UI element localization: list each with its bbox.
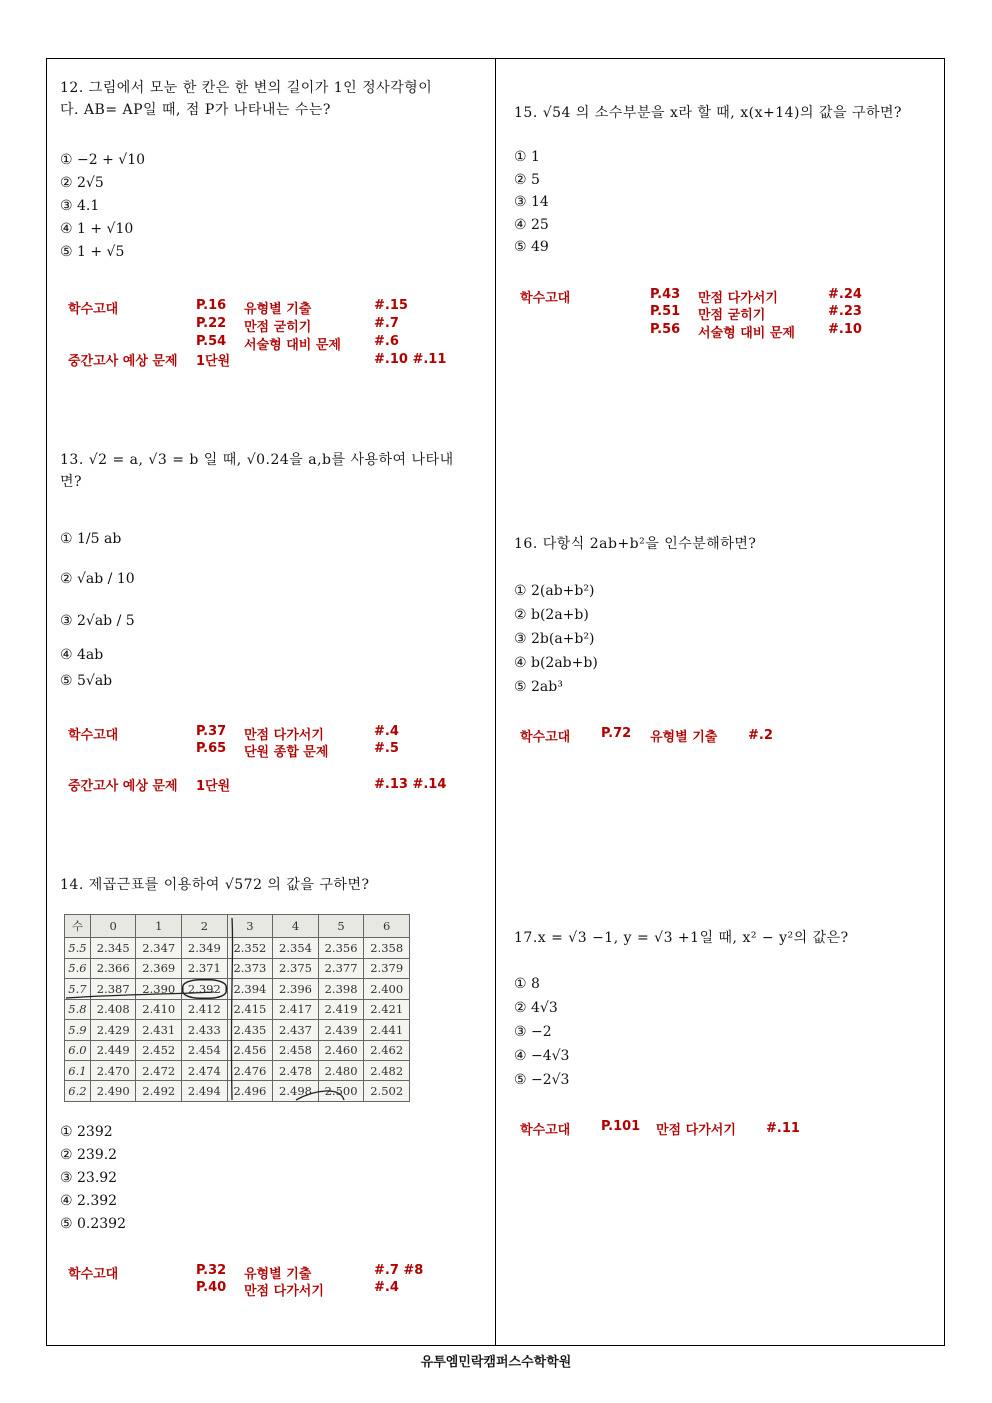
q12-ref-num-1: #.15 [374, 298, 408, 313]
table-cell: 2.472 [136, 1061, 182, 1081]
q15-ref-num-1: #.24 [828, 287, 862, 302]
q15-ref-num-2: #.23 [828, 304, 862, 319]
table-cell: 2.345 [90, 938, 136, 958]
table-cell: 2.470 [90, 1061, 136, 1081]
table-cell: 2.435 [227, 1020, 273, 1040]
table-cell: 2.400 [364, 979, 410, 999]
table-cell: 2.377 [318, 958, 364, 978]
q15-ref-num-3: #.10 [828, 322, 862, 337]
q16-option-4[interactable]: ④ b(2ab+b) [514, 655, 598, 671]
q15-option-2[interactable]: ② 5 [514, 171, 540, 188]
q12-option-1[interactable]: ① −2 + √10 [60, 152, 146, 168]
question-14-line1: 14. 제곱근표를 이용하여 √572 의 값을 구하면? [60, 877, 370, 893]
question-13 [60, 449, 492, 493]
q12-option-3[interactable]: ③ 4.1 [60, 198, 100, 214]
q15-option-1[interactable]: ① 1 [514, 149, 540, 165]
table-cell: 2.437 [273, 1020, 319, 1040]
question-17-options [514, 972, 569, 1092]
question-12 [60, 77, 492, 121]
q12-ref-title-2: 만점 굳히기 [244, 320, 312, 335]
q13-ref-page-2: P.65 [196, 741, 227, 756]
q16-option-2[interactable]: ② b(2a+b) [514, 607, 589, 623]
q14-option-2[interactable]: ② 239.2 [60, 1147, 118, 1163]
question-15-line1: 15. √54 의 소수부분을 x라 할 때, x(x+14)의 값을 구하면? [514, 105, 903, 121]
q16-option-3[interactable]: ③ 2b(a+b²) [514, 631, 595, 647]
question-16-options [514, 579, 598, 699]
academy-footer: 유투엠민락캠퍼스수학학원 [420, 1355, 572, 1370]
q16-option-5[interactable]: ⑤ 2ab³ [514, 679, 563, 695]
table-cell: 2.490 [90, 1081, 136, 1102]
q12-ref-num-3: #.6 [374, 334, 399, 349]
table-cell: 2.398 [318, 979, 364, 999]
question-16-line1: 16. 다항식 2ab+b²을 인수분해하면? [514, 536, 757, 552]
q13-ref-num-1: #.4 [374, 724, 399, 739]
q15-ref-title-2: 만점 굳히기 [698, 308, 766, 323]
q17-ref-title: 만점 다가서기 [656, 1123, 736, 1138]
q14-ref-num-2: #.4 [374, 1280, 399, 1295]
table-cell: 2.419 [318, 999, 364, 1019]
table-cell: 2.460 [318, 1040, 364, 1060]
table-cell: 2.454 [182, 1040, 228, 1060]
question-12-line1: 12. 그림에서 모눈 한 칸은 한 변의 길이가 1인 정사각형이 [60, 80, 433, 96]
q13-option-2[interactable]: ② √ab / 10 [60, 571, 135, 587]
q15-ref-book: 학수고대 [520, 291, 571, 306]
q15-option-5[interactable]: ⑤ 49 [514, 239, 549, 255]
question-14-options [60, 1121, 126, 1236]
table-cell: 2.452 [136, 1040, 182, 1060]
table-cell: 2.412 [182, 999, 228, 1019]
table-cell: 2.433 [182, 1020, 228, 1040]
table-cell: 2.415 [227, 999, 273, 1019]
question-17 [514, 927, 939, 949]
table-cell: 2.429 [90, 1020, 136, 1040]
table-cell: 5.7 [65, 979, 91, 999]
table-cell: 2.408 [90, 999, 136, 1019]
table-cell: 5.9 [65, 1020, 91, 1040]
table-cell: 2.431 [136, 1020, 182, 1040]
table-cell: 2.480 [318, 1061, 364, 1081]
table-cell: 2.492 [136, 1081, 182, 1102]
table-cell: 2.476 [227, 1061, 273, 1081]
table-cell: 2.379 [364, 958, 410, 978]
table-cell: 2.441 [364, 1020, 410, 1040]
handwritten-marks [64, 914, 410, 1102]
question-13-options [60, 520, 135, 694]
q12-exam-nums: #.10 #.11 [374, 352, 447, 367]
q12-exam-unit: 1단원 [196, 354, 231, 369]
table-cell: 5.6 [65, 958, 91, 978]
table-cell: 5.5 [65, 938, 91, 958]
q14-option-1[interactable]: ① 2392 [60, 1124, 113, 1140]
table-cell: 2.394 [227, 979, 273, 999]
table-cell: 2.356 [318, 938, 364, 958]
table-cell: 2.396 [273, 979, 319, 999]
q15-ref-title-3: 서술형 대비 문제 [698, 326, 795, 341]
q14-ref-title-1: 유형별 기출 [244, 1267, 312, 1282]
table-cell-circled: 2.392 [182, 979, 228, 999]
table-cell: 6.1 [65, 1061, 91, 1081]
table-cell: 2.410 [136, 999, 182, 1019]
q13-exam-unit: 1단원 [196, 779, 231, 794]
table-header: 1 [136, 915, 182, 938]
table-cell: 2.482 [364, 1061, 410, 1081]
q14-option-5[interactable]: ⑤ 0.2392 [60, 1216, 126, 1232]
table-cell: 2.352 [227, 938, 273, 958]
q16-ref-book: 학수고대 [520, 730, 571, 745]
question-12-options [60, 149, 145, 264]
table-cell: 2.358 [364, 938, 410, 958]
q13-exam-nums: #.13 #.14 [374, 777, 447, 792]
table-header: 3 [227, 915, 273, 938]
table-header: 6 [364, 915, 410, 938]
q13-ref-page-1: P.37 [196, 724, 227, 739]
question-15-options [514, 146, 549, 259]
q15-option-4[interactable]: ④ 25 [514, 216, 549, 233]
q14-ref-book: 학수고대 [68, 1267, 119, 1282]
q17-ref-num: #.11 [766, 1121, 800, 1136]
q13-exam-label: 중간고사 예상 문제 [68, 779, 178, 794]
table-cell: 2.478 [273, 1061, 319, 1081]
q12-ref-page-2: P.22 [196, 316, 227, 331]
q12-ref-num-2: #.7 [374, 316, 399, 331]
table-header: 수 [65, 915, 91, 938]
q12-exam-label: 중간고사 예상 문제 [68, 354, 178, 369]
table-cell: 2.496 [227, 1081, 273, 1102]
table-cell: 2.449 [90, 1040, 136, 1060]
q16-ref-page: P.72 [601, 726, 632, 741]
q12-ref-book: 학수고대 [68, 302, 119, 317]
table-cell: 2.369 [136, 958, 182, 978]
q13-ref-title-2: 단원 종합 문제 [244, 745, 329, 760]
q15-ref-title-1: 만점 다가서기 [698, 291, 778, 306]
q12-option-4[interactable]: ④ 1 + √10 [60, 221, 134, 237]
q13-option-3[interactable]: ③ 2√ab / 5 [60, 613, 135, 629]
table-cell: 5.8 [65, 999, 91, 1019]
question-15 [514, 102, 939, 124]
table-cell: 2.366 [90, 958, 136, 978]
q17-option-3[interactable]: ③ −2 [514, 1024, 552, 1040]
table-cell: 2.373 [227, 958, 273, 978]
q15-ref-page-3: P.56 [650, 322, 681, 337]
q12-ref-title-3: 서술형 대비 문제 [244, 338, 341, 353]
table-cell: 2.387 [90, 979, 136, 999]
table-cell: 2.354 [273, 938, 319, 958]
table-cell: 2.494 [182, 1081, 228, 1102]
q17-option-4[interactable]: ④ −4√3 [514, 1048, 570, 1064]
table-cell: 2.462 [364, 1040, 410, 1060]
q13-option-4[interactable]: ④ 4ab [60, 647, 104, 663]
table-cell: 2.421 [364, 999, 410, 1019]
table-cell: 2.347 [136, 938, 182, 958]
q17-option-1[interactable]: ① 8 [514, 976, 540, 992]
q13-ref-num-2: #.5 [374, 741, 399, 756]
table-header: 0 [90, 915, 136, 938]
question-13-line2: 면? [60, 474, 83, 490]
q16-option-1[interactable]: ① 2(ab+b²) [514, 583, 595, 599]
q14-ref-title-2: 만점 다가서기 [244, 1284, 324, 1299]
q14-ref-page-2: P.40 [196, 1280, 227, 1295]
q13-ref-book: 학수고대 [68, 728, 119, 743]
table-cell: 2.349 [182, 938, 228, 958]
question-13-line1: 13. √2 = a, √3 = b 일 때, √0.24을 a,b를 사용하여 나타내 [60, 452, 454, 468]
q15-option-3[interactable]: ③ 14 [514, 194, 549, 210]
question-16 [514, 533, 939, 555]
q12-option-2[interactable]: ② 2√5 [60, 175, 104, 191]
q17-ref-page: P.101 [601, 1119, 641, 1134]
q15-ref-page-2: P.51 [650, 304, 681, 319]
table-cell: 2.439 [318, 1020, 364, 1040]
q13-option-1[interactable]: ① 1/5 ab [60, 531, 122, 547]
q14-option-4[interactable]: ④ 2.392 [60, 1193, 118, 1209]
table-cell: 2.500 [318, 1081, 364, 1102]
table-cell: 2.502 [364, 1081, 410, 1102]
q14-ref-page-1: P.32 [196, 1263, 227, 1278]
table-cell: 2.417 [273, 999, 319, 1019]
table-cell: 6.0 [65, 1040, 91, 1060]
q14-option-3[interactable]: ③ 23.92 [60, 1170, 118, 1186]
q12-ref-title-1: 유형별 기출 [244, 302, 312, 317]
question-14 [60, 874, 492, 896]
table-header: 2 [182, 915, 228, 938]
column-divider [495, 58, 496, 1346]
table-header: 4 [273, 915, 319, 938]
q15-ref-page-1: P.43 [650, 287, 681, 302]
q14-ref-num-1: #.7 #8 [374, 1263, 424, 1278]
table-cell: 2.474 [182, 1061, 228, 1081]
q13-option-5[interactable]: ⑤ 5√ab [60, 673, 113, 689]
q17-option-2[interactable]: ② 4√3 [514, 1000, 558, 1016]
table-cell: 2.371 [182, 958, 228, 978]
question-12-line2: 다. AB= AP일 때, 점 P가 나타내는 수는? [60, 102, 331, 118]
q17-ref-book: 학수고대 [520, 1123, 571, 1138]
q16-ref-num: #.2 [748, 728, 773, 743]
q12-ref-page-3: P.54 [196, 334, 227, 349]
question-17-line1: 17.x = √3 −1, y = √3 +1일 때, x² − y²의 값은? [514, 930, 849, 946]
table-cell: 2.456 [227, 1040, 273, 1060]
table-cell: 2.375 [273, 958, 319, 978]
table-header: 5 [318, 915, 364, 938]
table-cell: 6.2 [65, 1081, 91, 1102]
q13-ref-title-1: 만점 다가서기 [244, 728, 324, 743]
q12-option-5[interactable]: ⑤ 1 + √5 [60, 244, 125, 260]
q12-ref-page-1: P.16 [196, 298, 227, 313]
q17-option-5[interactable]: ⑤ −2√3 [514, 1072, 570, 1088]
table-cell: 2.390 [136, 979, 182, 999]
table-cell: 2.498 [273, 1081, 319, 1102]
q16-ref-title: 유형별 기출 [650, 730, 718, 745]
table-cell: 2.458 [273, 1040, 319, 1060]
